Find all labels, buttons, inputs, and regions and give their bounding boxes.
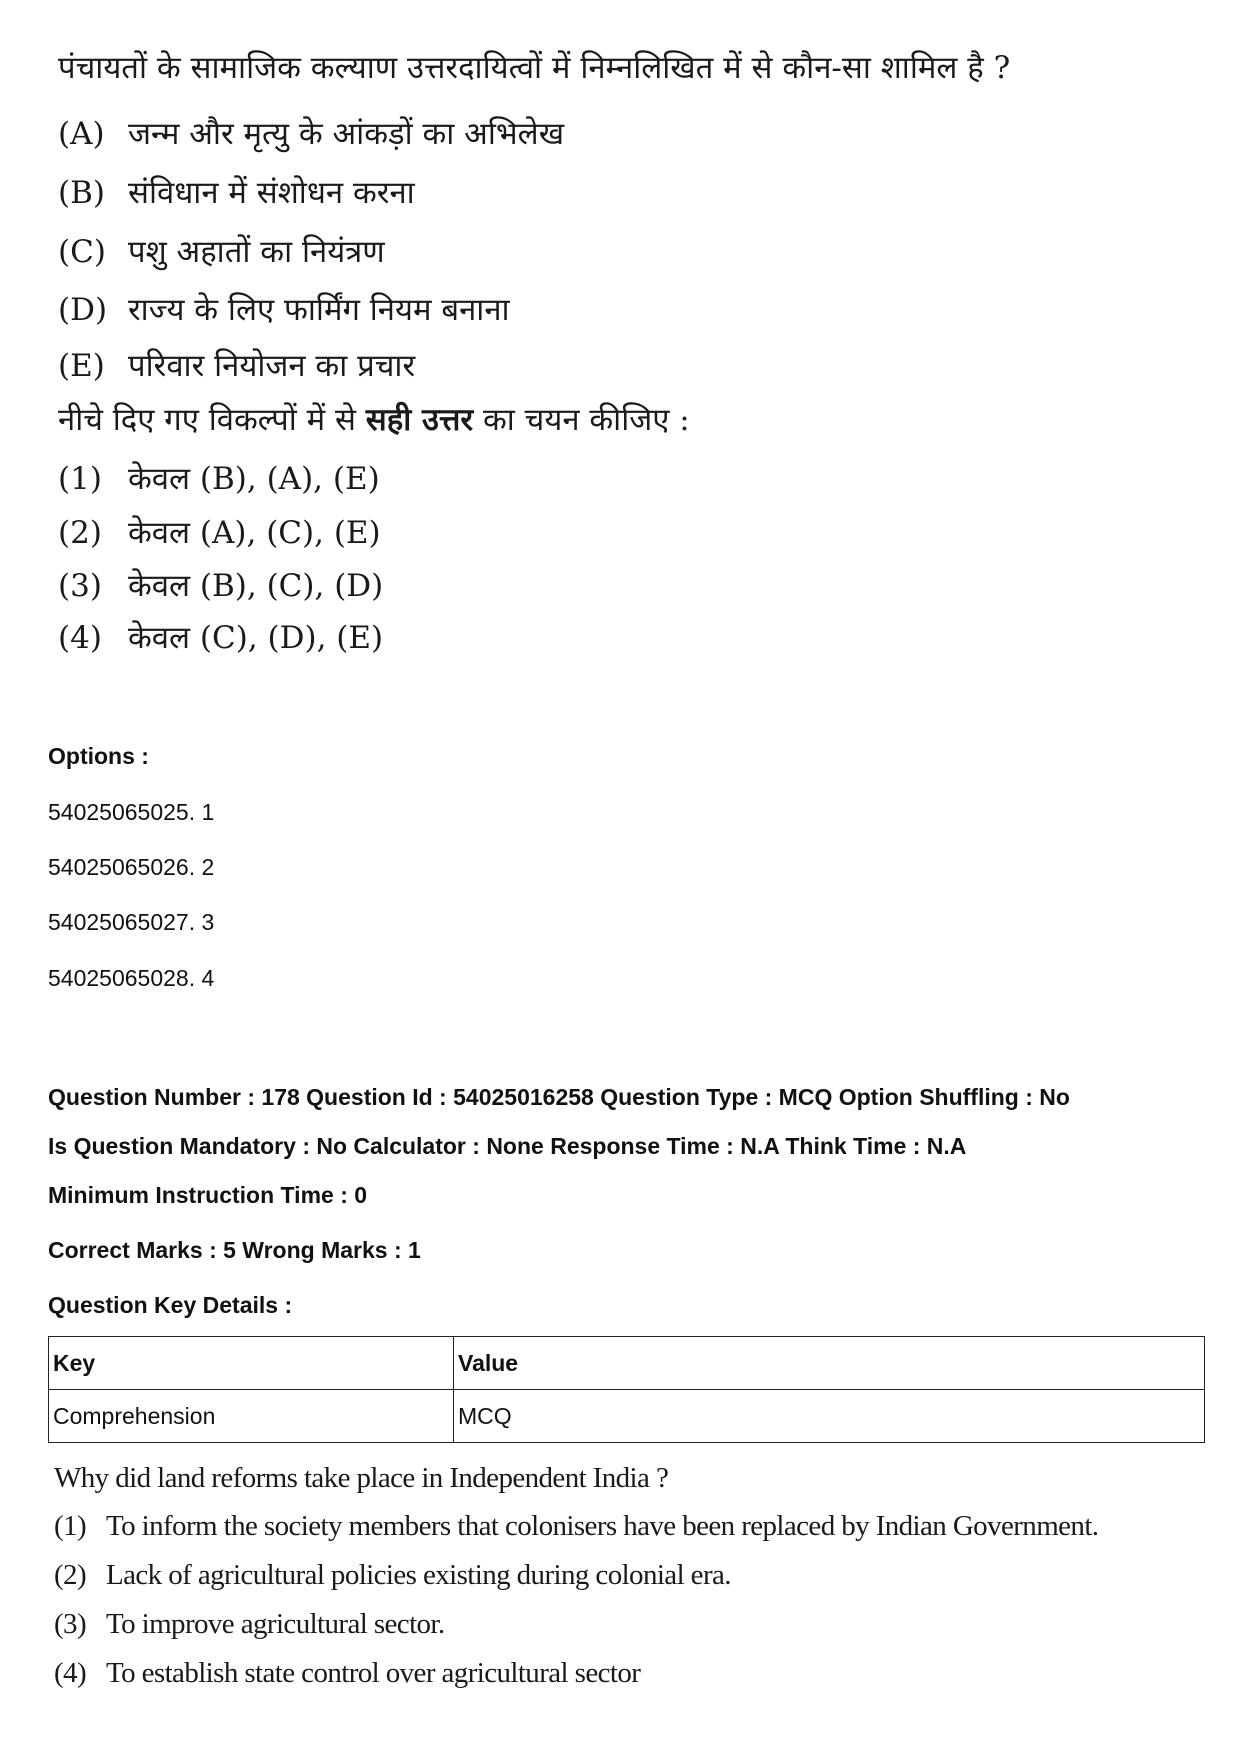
choice-text: To establish state control over agricultural sector [106, 1657, 641, 1689]
choice-text: केवल (B), (A), (E) [128, 461, 380, 497]
choice-label: (1) [58, 461, 102, 497]
statement-text: पशु अहातों का नियंत्रण [128, 234, 385, 270]
choice-text: केवल (C), (D), (E) [128, 620, 384, 656]
choice-label: (2) [54, 1559, 87, 1591]
instruction-emphasis: सही उत्तर [365, 402, 474, 438]
hindi-statement-b [58, 173, 415, 213]
choice-label: (3) [58, 568, 102, 604]
statement-label: (A) [58, 116, 105, 152]
hindi-statement-e [58, 346, 415, 386]
hindi-instruction [58, 400, 690, 440]
key-details-table [48, 1336, 1205, 1443]
hindi-question-stem: पंचायतों के सामाजिक कल्याण उत्तरदायित्वों में निम्नलिखित में से कौन-सा शामिल है ? [58, 50, 1011, 86]
question-meta-line-3: Minimum Instruction Time : 0 [48, 1182, 368, 1208]
question-meta-line-2: Is Question Mandatory : No Calculator : None Response Time : N.A Think Time : N.A [48, 1133, 967, 1159]
english-choice-1 [54, 1508, 1098, 1544]
choice-text: Lack of agricultural policies existing during colonial era. [106, 1559, 731, 1591]
statement-text: राज्य के लिए फार्मिंग नियम बनाना [128, 292, 510, 328]
hindi-statement-d [58, 290, 510, 330]
hindi-statement-c [58, 232, 385, 272]
table-header-row [49, 1337, 1205, 1390]
question-meta-line-1: Question Number : 178 Question Id : 54025016258 Question Type : MCQ Option Shuffling : No [48, 1084, 1070, 1110]
choice-label: (2) [58, 515, 102, 551]
statement-text: जन्म और मृत्यु के आंकड़ों का अभिलेख [128, 116, 565, 152]
options-heading: Options : [48, 743, 149, 769]
statement-label: (B) [58, 175, 105, 211]
table-cell-key: Comprehension [49, 1390, 454, 1443]
english-choice-2 [54, 1557, 731, 1593]
key-details-heading: Question Key Details : [48, 1292, 293, 1318]
choice-label: (4) [54, 1657, 87, 1689]
question-marks: Correct Marks : 5 Wrong Marks : 1 [48, 1237, 421, 1263]
choice-label: (1) [54, 1510, 87, 1542]
statement-label: (E) [58, 348, 105, 384]
hindi-choice-4 [58, 618, 383, 658]
option-item-4: 54025065028. 4 [48, 965, 215, 991]
choice-label: (4) [58, 620, 102, 656]
choice-text: केवल (A), (C), (E) [128, 515, 381, 551]
english-choice-3 [54, 1606, 445, 1642]
table-row [49, 1390, 1205, 1443]
table-header-value: Value [454, 1337, 1205, 1390]
instruction-text: नीचे दिए गए विकल्पों में से [58, 402, 366, 438]
hindi-choice-2 [58, 513, 381, 553]
table-cell-value: MCQ [454, 1390, 1205, 1443]
statement-text: संविधान में संशोधन करना [128, 175, 415, 211]
table-header-key: Key [49, 1337, 454, 1390]
instruction-text-end: का चयन कीजिए : [473, 402, 690, 438]
choice-label: (3) [54, 1608, 87, 1640]
hindi-statement-a [58, 114, 564, 154]
english-question-stem: Why did land reforms take place in Independent India ? [54, 1462, 669, 1494]
hindi-choice-1 [58, 459, 380, 499]
statement-label: (D) [58, 292, 108, 328]
choice-text: केवल (B), (C), (D) [128, 568, 384, 604]
choice-text: To improve agricultural sector. [106, 1608, 445, 1640]
statement-label: (C) [58, 234, 106, 270]
choice-text: To inform the society members that colonisers have been replaced by Indian Government. [106, 1510, 1099, 1542]
english-choice-4 [54, 1655, 640, 1691]
option-item-3: 54025065027. 3 [48, 909, 215, 935]
option-item-1: 54025065025. 1 [48, 799, 215, 825]
option-item-2: 54025065026. 2 [48, 854, 215, 880]
hindi-choice-3 [58, 566, 383, 606]
statement-text: परिवार नियोजन का प्रचार [128, 348, 416, 384]
